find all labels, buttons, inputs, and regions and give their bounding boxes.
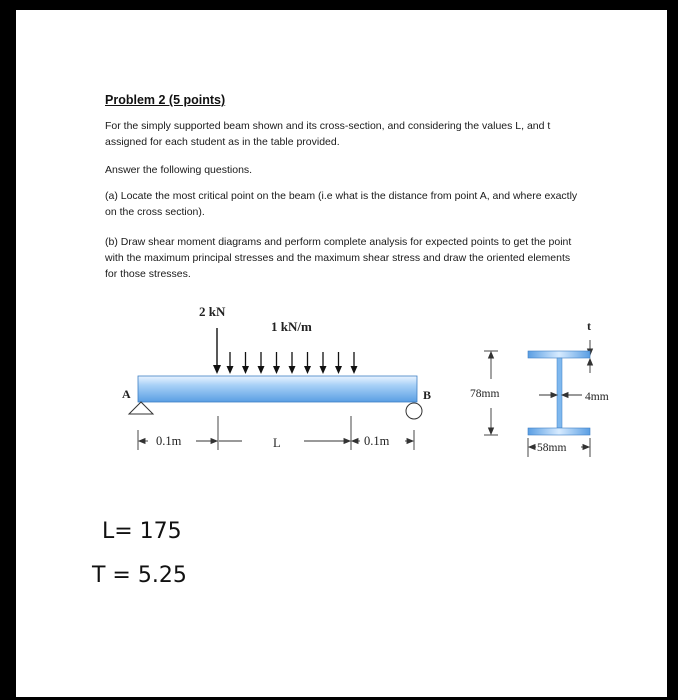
udl-arrow: [227, 352, 234, 374]
thickness-label: t: [587, 319, 591, 333]
beam-diagram: [16, 10, 667, 510]
l-value: L= 175: [102, 519, 182, 544]
left-offset-label: 0.1m: [156, 434, 182, 448]
udl-arrow: [273, 352, 280, 374]
udl-arrow: [242, 352, 249, 374]
udl-arrow: [335, 352, 342, 374]
problem-intro: For the simply supported beam shown and its cross-section, and considering the values L, and t assigned for each student as in the table provided.: [105, 120, 551, 148]
t-value: T = 5.25: [92, 563, 187, 588]
support-a-label: A: [122, 387, 131, 401]
document-page: [16, 10, 667, 697]
roller-support: [406, 403, 422, 419]
problem-title: Problem 2 (5 points): [105, 93, 226, 107]
point-load-label: 2 kN: [199, 304, 226, 319]
web-label: 4mm: [585, 391, 609, 403]
point-load-arrow: [213, 328, 221, 374]
udl-arrow: [289, 352, 296, 374]
question-b: (b) Draw shear moment diagrams and perform complete analysis for expected points to get the point with the maximum principal stresses and the maximum shear stress and draw the oriented elements for those stresses.: [105, 236, 572, 280]
udl-arrow: [351, 352, 358, 374]
udl-arrow: [304, 352, 311, 374]
udl-arrow: [258, 352, 265, 374]
span-label: L: [273, 436, 281, 450]
support-b-label: B: [423, 388, 432, 402]
i-beam-section: [528, 351, 590, 435]
flange-width-label: 58mm: [537, 442, 567, 454]
pin-support: [129, 402, 153, 414]
distributed-load-arrows: [227, 352, 358, 374]
distributed-load-label: 1 kN/m: [271, 319, 312, 334]
problem-instruction: Answer the following questions.: [105, 164, 253, 176]
height-label: 78mm: [470, 388, 500, 400]
beam-body: [138, 376, 417, 402]
right-offset-label: 0.1m: [364, 434, 390, 448]
udl-arrow: [320, 352, 327, 374]
question-a: (a) Locate the most critical point on the beam (i.e what is the distance from point A, and where exactly on the cross section).: [105, 190, 578, 218]
